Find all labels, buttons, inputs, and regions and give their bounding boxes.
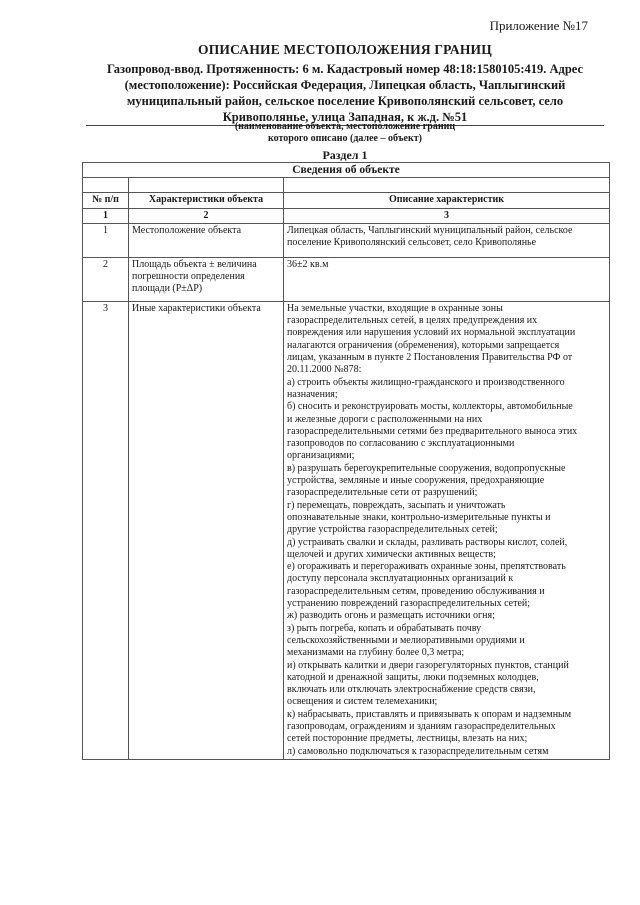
cell-line: устранению повреждений газораспределительных сетей; [287,598,531,610]
table-spacer-row [83,178,610,193]
cell-line: На земельные участки, входящие в охранные зоны [287,302,503,314]
object-description [82,61,608,126]
cell-line: площади (Р±ΔР) [132,283,203,295]
cell-line: 20.11.2000 №878: [287,364,362,376]
cell-line: д) устраивать свалки и склады, разливать растворы кислот, солей, [287,536,568,548]
cell-line: и) открывать калитки и двери газорегуляторных пунктов, станций [287,659,569,671]
column-header-row [83,193,610,208]
description-line: муниципальный район, сельское поселение Кривополянский сельсовет, село [126,94,564,108]
row-number: 3 [83,301,129,759]
description-line: Кривополянье, улица Западная, к ж.д. №51 [86,109,604,126]
cell-line: 36±2 кв.м [287,258,329,270]
cell-line: з) рыть погреба, копать и обрабатывать почву [287,622,482,634]
row-description [284,301,610,759]
appendix-label: Приложение №17 [489,18,588,33]
row-description [284,223,610,257]
cell-line: налагаются ограничения (обременения), которыми запрещается [287,339,560,351]
document-title: ОПИСАНИЕ МЕСТОПОЛОЖЕНИЯ ГРАНИЦ [198,42,492,57]
cell-line: механизмами на глубину более 0,3 метра; [287,647,465,659]
section-title: Раздел 1 [322,148,368,162]
description-line: Газопровод-ввод. Протяженность: 6 м. Кадастровый номер 48:18:1580105:419. Адрес [106,62,584,76]
cell-line: погрешности определения [132,271,245,283]
cell-line: повреждения или нарушения условий их нормальной эксплуатации [287,327,576,339]
table-row [83,223,610,257]
cell-line: лицам, указанным в пункте 2 Постановления Правительства РФ от [287,352,573,364]
cell-line: газораспределительным сетям, проведению обслуживания и [287,585,545,597]
cell-line: л) самовольно подключаться к газораспределительным сетям [287,745,549,757]
cell-line: газораспределительные сети от разрушений; [287,487,478,499]
cell-line: газораспределительных сетей, в целях предупреждения их [287,315,538,327]
row-characteristic [129,301,284,759]
column-number-row [83,208,610,223]
caption-line: (наименование объекта, местоположение границ [234,121,456,132]
table-cell [83,178,129,193]
cell-line: включать или отключать электроснабжение средств связи, [287,684,536,696]
cell-line: газопроводов по согласованию с эксплуатационными [287,438,515,450]
cell-line: доступу персонала эксплуатационных организаций к [287,573,514,585]
row-description [284,257,610,301]
row-number: 2 [83,257,129,301]
cell-line: Липецкая область, Чаплыгинский муниципальный район, сельское [287,224,573,236]
column-header-description: Описание характеристик [284,193,610,208]
column-number: 2 [129,208,284,223]
cell-line: организациями; [287,450,355,462]
column-number: 1 [83,208,129,223]
row-number: 1 [83,223,129,257]
cell-line: освещения и систем телемеханики; [287,696,438,708]
column-header-num: № п/п [83,193,129,208]
cell-line: Местоположение объекта [132,224,242,236]
cell-line: назначения; [287,388,338,400]
cell-line: газораспределительными сетями без предварительного выноса этих [287,425,578,437]
object-info-table [82,162,610,760]
row-characteristic [129,223,284,257]
cell-line: поселение Кривополянский сельсовет, село Кривополянье [287,237,537,249]
cell-line: другие устройства газораспределительных сетей; [287,524,498,536]
cell-line: е) огораживать и перегораживать охранные зоны, препятствовать [287,561,566,573]
table-row [83,257,610,301]
description-line: (местоположение): Российская Федерация, Липецкая область, Чаплыгинский [124,78,566,92]
cell-line: сетей посторонние предметы, лестницы, влезать на них; [287,733,528,745]
cell-line: катодной и дренажной защиты, люки подземных колодцев, [287,671,539,683]
cell-line: сельскохозяйственными и мелиоративными орудиями и [287,634,525,646]
table-header: Сведения об объекте [83,163,610,178]
cell-line: Площадь объекта ± величина [132,258,257,270]
row-characteristic [129,257,284,301]
cell-line: Иные характеристики объекта [132,302,261,314]
table-row [83,301,610,759]
column-header-characteristic: Характеристики объекта [129,193,284,208]
cell-line: в) разрушать берегоукрепительные сооружения, водопропускные [287,462,566,474]
table-cell [284,178,610,193]
cell-line: газопроводам, ограждениям и зданиям газораспределительных [287,720,556,732]
cell-line: ж) разводить огонь и размещать источники огня; [287,610,495,622]
cell-line: к) набрасывать, приставлять и привязывать к опорам и надземным [287,708,572,720]
cell-line: и железные дороги с расположенными на них [287,413,483,425]
title-block [82,42,608,126]
cell-line: б) сносить и реконструировать мосты, коллекторы, автомобильные [287,401,573,413]
object-caption [82,121,608,145]
caption-line: которого описано (далее – объект) [268,133,422,144]
cell-line: а) строить объекты жилищно-гражданского и производственного [287,376,565,388]
cell-line: щелочей и других химически активных веществ; [287,548,496,560]
cell-line: г) перемещать, повреждать, засыпать и уничтожать [287,499,506,511]
cell-line: опознавательные знаки, контрольно-измерительные пункты и [287,511,551,523]
cell-line: устройства, земляные и иные сооружения, предохраняющие [287,475,545,487]
table-cell [129,178,284,193]
column-number: 3 [284,208,610,223]
